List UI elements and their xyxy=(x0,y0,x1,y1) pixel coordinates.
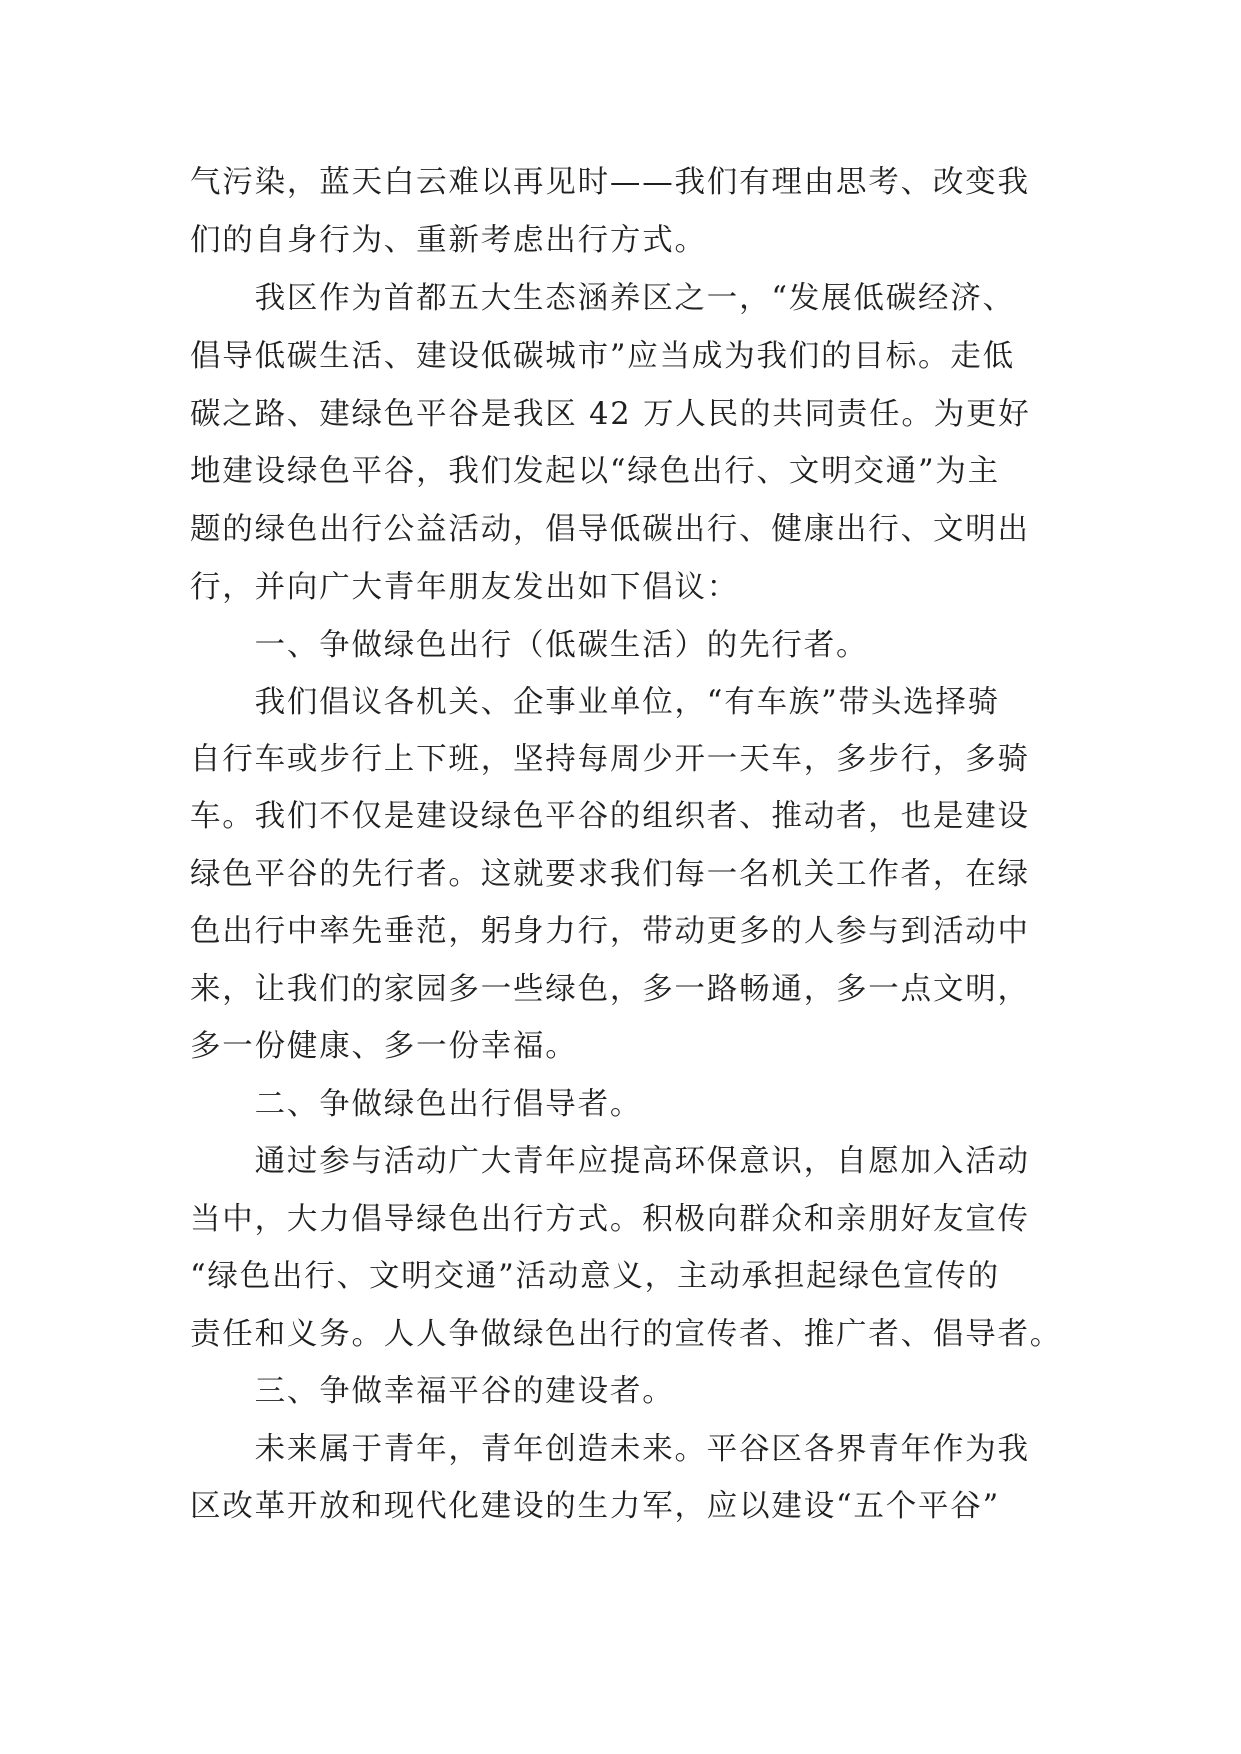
text-line: 当中，大力倡导绿色出行方式。积极向群众和亲朋好友宣传 xyxy=(190,1202,1030,1237)
text-line: 通过参与活动广大青年应提高环保意识，自愿加入活动 xyxy=(190,1144,1030,1179)
text-line: 责任和义务。人人争做绿色出行的宣传者、推广者、倡导者。 xyxy=(190,1317,1063,1352)
text-line: 未来属于青年，青年创造未来。平谷区各界青年作为我 xyxy=(190,1432,1030,1467)
text-line: 我区作为首都五大生态涵养区之一，“发展低碳经济、 xyxy=(190,281,1015,316)
text-line: 们的自身行为、重新考虑出行方式。 xyxy=(190,223,707,258)
text-line: 气污染，蓝天白云难以再见时——我们有理由思考、改变我 xyxy=(190,165,1030,200)
section-heading: 一、争做绿色出行（低碳生活）的先行者。 xyxy=(190,628,869,663)
text-line: 车。我们不仅是建设绿色平谷的组织者、推动者，也是建设 xyxy=(190,799,1030,834)
text-line: 来，让我们的家园多一些绿色，多一路畅通，多一点文明， xyxy=(190,972,1030,1007)
text-line: 碳之路、建绿色平谷是我区 42 万人民的共同责任。为更好 xyxy=(190,397,1031,432)
text-line: 自行车或步行上下班，坚持每周少开一天车，多步行，多骑 xyxy=(190,742,1030,777)
text-line: 倡导低碳生活、建设低碳城市”应当成为我们的目标。走低 xyxy=(190,339,1015,374)
section-heading: 二、争做绿色出行倡导者。 xyxy=(190,1087,643,1122)
text-line: 区改革开放和现代化建设的生力军，应以建设“五个平谷” xyxy=(190,1489,1000,1524)
text-line: 我们倡议各机关、企事业单位，“有车族”带头选择骑 xyxy=(190,685,1000,720)
text-line: 行，并向广大青年朋友发出如下倡议： xyxy=(190,570,740,605)
text-line: 题的绿色出行公益活动，倡导低碳出行、健康出行、文明出 xyxy=(190,512,1030,547)
text-line: 绿色平谷的先行者。这就要求我们每一名机关工作者，在绿 xyxy=(190,857,1030,892)
text-line: “绿色出行、文明交通”活动意义，主动承担起绿色宣传的 xyxy=(190,1259,1000,1294)
text-line: 多一份健康、多一份幸福。 xyxy=(190,1029,578,1064)
text-line: 地建设绿色平谷，我们发起以“绿色出行、文明交通”为主 xyxy=(190,454,1000,489)
section-heading: 三、争做幸福平谷的建设者。 xyxy=(190,1374,675,1409)
text-line: 色出行中率先垂范，躬身力行，带动更多的人参与到活动中 xyxy=(190,914,1030,949)
